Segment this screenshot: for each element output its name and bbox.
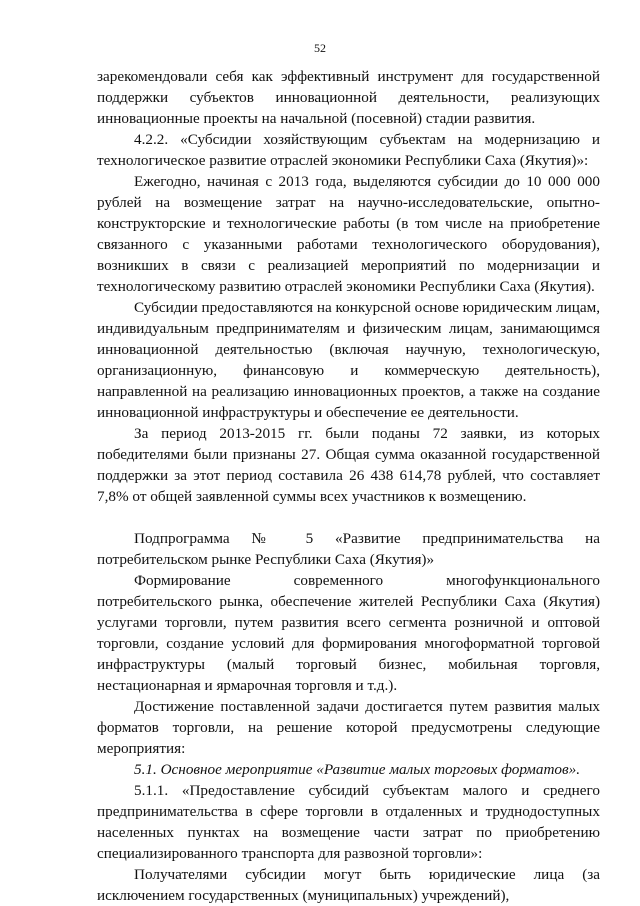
page-number: 52 (314, 41, 326, 55)
paragraph-subsidy-recipients: Субсидии предоставляются на конкурсной основе юридическим лицам, индивидуальным предпринимателям и физическим лицам, занимающимся инновационной деятельностью (включая научную, технологическую, организационную, финансовую и коммерческую деятельность), направленной на реализацию инновационных проектов, а также на создание инновационной инфраструктуры и обеспечение ее деятельности. (97, 299, 600, 421)
subprogram-title: Подпрограмма № 5 «Развитие предпринимательства на потребительском рынке Республики Саха (Якутия)» (97, 530, 600, 568)
paragraph-activity-5-1-1: 5.1.1. «Предоставление субсидий субъектам малого и среднего предпринимательства в сфере торговли в отдаленных и труднодоступных населенных пунктах на возмещение части затрат по приобретению специализированного транспорта для развозной торговли»: (97, 782, 600, 862)
paragraph-market-formation: Формирование современного многофункционального потребительского рынка, обеспечение жителей Республики Саха (Якутия) услугами торговли, путем развития всего сегмента розничной и оптовой торговли, создание условий для формирования многоформатной торговой инфраструктуры (малый торговый бизнес, мобильная торговля, нестационарная и ярмарочная торговля и т.д.). (97, 572, 600, 694)
paragraph-continuation: зарекомендовали себя как эффективный инструмент для государственной поддержки субъектов инновационной деятельности, реализующих инновационные проекты на начальной (посевной) стадии развития. (97, 68, 600, 127)
paragraph-period-results: За период 2013-2015 гг. были поданы 72 заявки, из которых победителями были признаны 27. Общая сумма оказанной государственной поддержки за этот период составила 26 438 614,78 рублей, что составляет 7,8% от общей заявленной суммы всех участников к возмещению. (97, 425, 600, 505)
paragraph-goal-achievement: Достижение поставленной задачи достигается путем развития малых форматов торговли, на решение которой предусмотрены следующие мероприятия: (97, 698, 600, 757)
paragraph-subsidy-amount: Ежегодно, начиная с 2013 года, выделяются субсидии до 10 000 000 рублей на возмещение затрат на научно-исследовательские, опытно-конструкторские и технологические работы (в том числе на приобретение связанного с указанными работами технологического оборудования), возникших в связи с реализацией мероприятий по модернизации и технологическому развитию отраслей экономики Республики Саха (Якутия). (97, 173, 600, 295)
paragraph-recipients: Получателями субсидии могут быть юридические лица (за исключением государственных (муниципальных) учреждений), (97, 866, 600, 904)
document-body (97, 66, 600, 906)
paragraph-section-4-2-2: 4.2.2. «Субсидии хозяйствующим субъектам на модернизацию и технологическое развитие отраслей экономики Республики Саха (Якутия)»: (97, 131, 600, 169)
main-activity-5-1: 5.1. Основное мероприятие «Развитие малых торговых форматов». (134, 761, 580, 778)
